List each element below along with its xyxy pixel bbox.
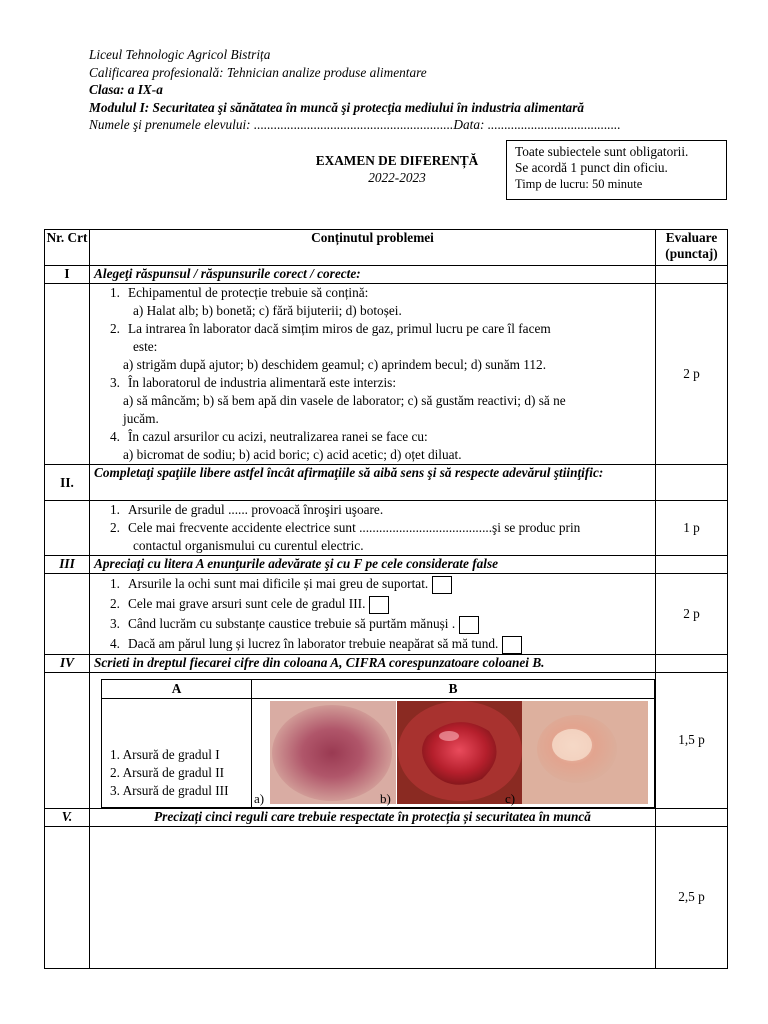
answer-area[interactable]	[90, 826, 656, 968]
section-row	[45, 556, 728, 574]
question-text-cont: contactul organismului cu curentul electric.	[133, 538, 364, 553]
exam-year: 2022-2023	[368, 170, 426, 185]
statement-text: Dacă am părul lung și lucrez în laborator trebuie neapărat să mă tund.	[128, 635, 499, 651]
question-list: 1. Echipamentul de protecție trebuie să conțină: a) Halat alb; b) bonetă; c) fără bijuterii; d) botoșei. 2. La intrarea în laborator dacă simțim miros de gaz, primul lucru pe care îl facem este: a) strigăm după ajutor; b) deschidem geamul; c) aprindem becul; d) sunăm 112. 3. În laboratorul de industria alimentară este interzis: a) să mâncăm; b) să bem apă din vasele de laborator; c) să gustăm reactivi; d) să ne jucăm. 4. În cazul arsurilor cu acizi, neutralizarea ranei se face cu: a) bicromat de sodiu; b) acid boric; c) acid acetic; d) oțet diluat.	[90, 284, 656, 465]
column-b-header: B	[252, 679, 655, 698]
question-text: În cazul arsurilor cu acizi, neutralizarea ranei se face cu:	[128, 429, 428, 444]
burn-degree-item: 1. Arsură de gradul I	[110, 746, 220, 762]
qualification: Calificarea profesională: Tehnician analize produse alimentare	[89, 64, 427, 80]
answer-box[interactable]	[459, 616, 479, 634]
section-content-row	[45, 574, 728, 655]
section-title: Scrieti in dreptul fiecarei cifre din coloana A, CIFRA corespunzatoare coloanei B.	[90, 654, 656, 672]
answer-options: a) să mâncăm; b) să bem apă din vasele de laborator; c) să gustăm reactivi; d) să ne	[123, 393, 566, 408]
class-line: Clasa: a IX-a	[89, 82, 163, 97]
points: 2,5 p	[656, 826, 728, 968]
section-number: V.	[45, 808, 90, 826]
section-number: I	[45, 266, 90, 284]
question-text-cont: este:	[133, 339, 158, 354]
question-list: 1. Arsurile de gradul ...... provoacă înroşiri uşoare. 2. Cele mai frecvente accidente electrice sunt ........................................şi se produc prin contactul organismului cu curentul electric.	[90, 501, 656, 556]
image-label-b: b)	[380, 790, 391, 806]
points: 2 p	[656, 284, 728, 465]
answer-box[interactable]	[432, 576, 452, 594]
statement-text: Arsurile la ochi sunt mai dificile și mai greu de suportat.	[128, 576, 429, 591]
col-evaluation: Evaluare (punctaj)	[656, 230, 728, 266]
section-title: Precizați cinci reguli care trebuie respectate în protecția și securitatea în muncă	[90, 808, 656, 826]
section-row	[45, 808, 728, 826]
section-content-row	[45, 501, 728, 556]
section-title: Completaţi spaţiile libere astfel încât afirmaţiile să aibă sens şi să respecte adevărul ştiinţific:	[90, 465, 656, 501]
column-a-list	[102, 698, 252, 807]
section-number: II.	[45, 465, 90, 501]
matching-table	[101, 679, 655, 808]
image-label-a: a)	[254, 790, 265, 806]
section-row	[45, 654, 728, 672]
burn-image-c	[522, 701, 648, 804]
info-line-2: Se acordă 1 punct din oficiu.	[515, 160, 668, 175]
section-number: III	[45, 556, 90, 574]
exam-title: EXAMEN DE DIFERENȚĂ	[315, 153, 479, 168]
points: 1 p	[656, 501, 728, 556]
answer-options: a) strigăm după ajutor; b) deschidem geamul; c) aprindem becul; d) sunăm 112.	[123, 357, 547, 372]
burn-image-b	[397, 701, 523, 804]
info-box	[506, 140, 727, 200]
answer-options: a) bicromat de sodiu; b) acid boric; c) acid acetic; d) oțet diluat.	[123, 447, 462, 462]
info-line-3: Timp de lucru: 50 minute	[515, 177, 643, 191]
burn-image-a	[270, 701, 396, 804]
document-header	[89, 46, 621, 134]
module-line: Modulul I: Securitatea şi sănătatea în muncă şi protecţia mediului în industria alimentară	[89, 99, 585, 115]
column-a-header: A	[102, 679, 252, 698]
section-number: IV	[45, 654, 90, 672]
section-title: Alegeţi răspunsul / răspunsurile corect / corecte:	[90, 266, 656, 284]
burn-degree-item: 2. Arsură de gradul II	[110, 764, 225, 780]
section-content-row	[45, 672, 728, 808]
question-text: La intrarea în laborator dacă simțim miros de gaz, primul lucru pe care îl facem	[128, 321, 551, 336]
question-text: Arsurile de gradul ...... provoacă înroşiri uşoare.	[128, 502, 384, 517]
col-nr-crt: Nr. Crt	[45, 230, 90, 266]
section-row	[45, 465, 728, 501]
answer-options: a) Halat alb; b) bonetă; c) fără bijuterii; d) botoșei.	[133, 303, 402, 318]
image-label-c: c)	[505, 790, 516, 806]
section-title: Apreciaţi cu litera A enunţurile adevărate şi cu F pe cele considerate false	[90, 556, 656, 574]
section-row	[45, 266, 728, 284]
table-header-row	[45, 230, 728, 266]
student-line[interactable]: Numele şi prenumele elevului: ............................................................Data: ........................................	[89, 117, 621, 132]
points: 2 p	[656, 574, 728, 655]
exam-table	[44, 229, 728, 969]
col-content: Conținutul problemei	[90, 230, 656, 266]
burn-degree-item: 3. Arsură de gradul III	[110, 782, 229, 798]
answer-box[interactable]	[369, 596, 389, 614]
statement-text: Cele mai grave arsuri sunt cele de gradul III.	[128, 595, 366, 611]
burn-images	[252, 699, 654, 807]
question-text: În laboratorul de industria alimentară este interzis:	[128, 375, 397, 390]
school-name: Liceul Tehnologic Agricol Bistrița	[89, 47, 271, 62]
question-list: 1. Arsurile la ochi sunt mai dificile și mai greu de suportat. 2. Cele mai grave arsuri sunt cele de gradul III. 3. Când lucrăm cu substanțe caustice trebuie să purtăm mănuși . 4. Dacă am părul lung și lucrez în laborator trebuie neapărat să mă tund.	[90, 574, 656, 655]
points: 1,5 p	[656, 672, 728, 808]
statement-text: Când lucrăm cu substanțe caustice trebuie să purtăm mănuși .	[128, 615, 456, 631]
info-line-1: Toate subiectele sunt obligatorii.	[515, 144, 689, 159]
section-content-row	[45, 826, 728, 968]
exam-title-block	[290, 152, 504, 186]
section-content-row	[45, 284, 728, 465]
answer-options-cont: jucăm.	[123, 411, 159, 426]
answer-box[interactable]	[502, 636, 522, 654]
question-text: Cele mai frecvente accidente electrice sunt ........................................şi se produc prin	[128, 520, 581, 535]
question-text: Echipamentul de protecție trebuie să conțină:	[128, 285, 369, 300]
